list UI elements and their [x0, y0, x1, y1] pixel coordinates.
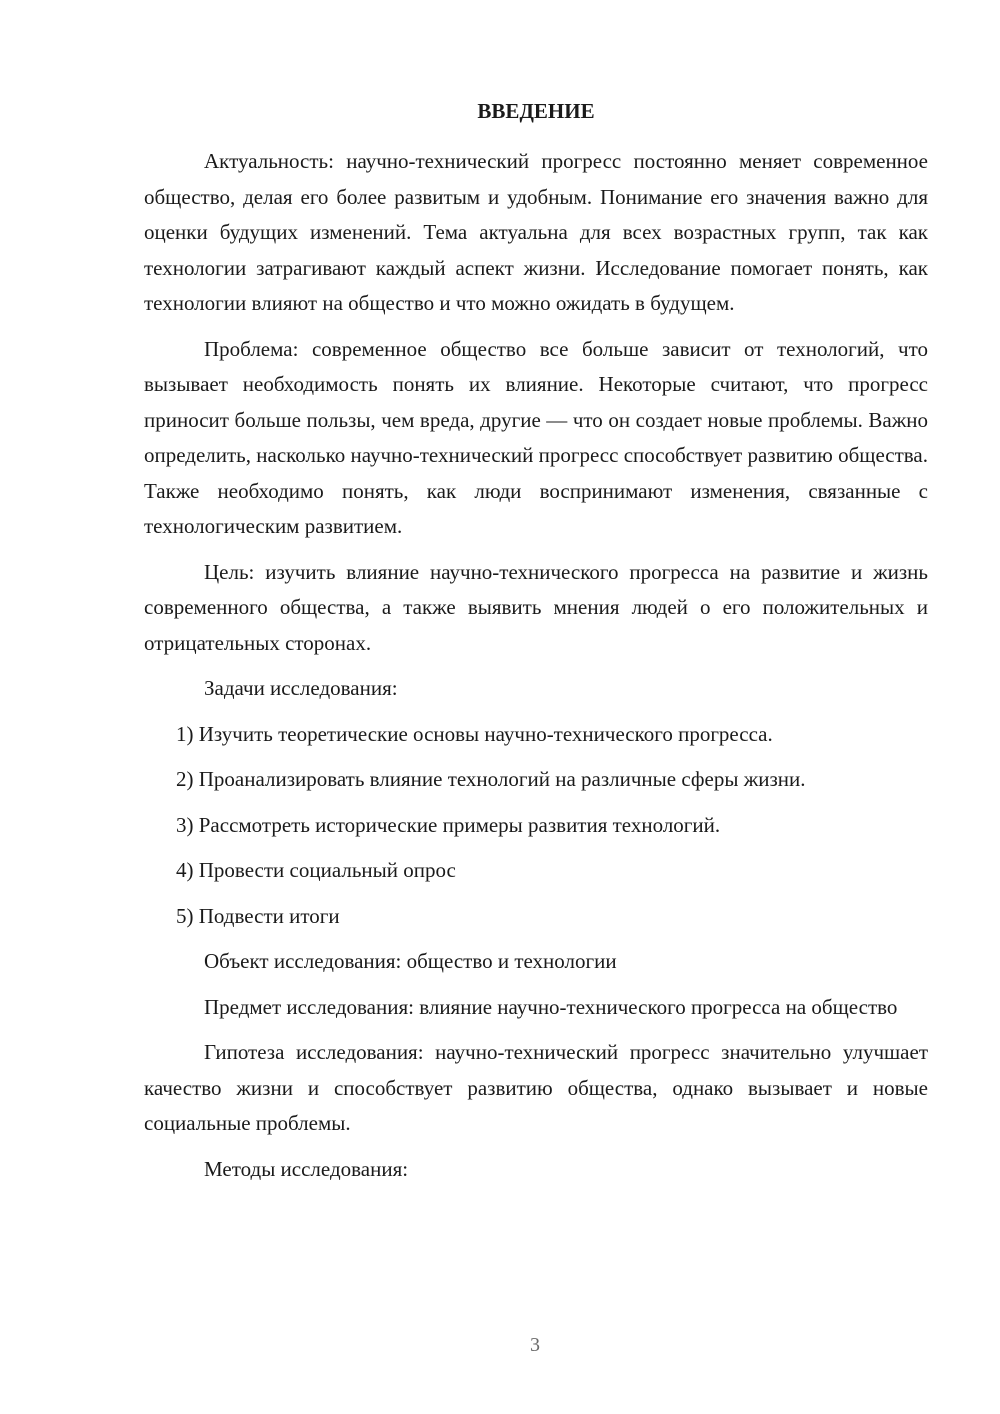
methods-heading: Методы исследования: [204, 1156, 409, 1181]
list-item: 4) Провести социальный опрос [176, 858, 456, 882]
page-content [144, 96, 928, 1197]
subject-paragraph: Предмет исследования: влияние научно-технического прогресса на общество [204, 994, 898, 1019]
page-number: 3 [530, 1334, 540, 1356]
tasks-heading: Задачи исследования: [204, 676, 398, 700]
object-paragraph: Объект исследования: общество и технологии [204, 949, 617, 973]
page-title: ВВЕДЕНИЕ [477, 99, 595, 123]
tasks-list [144, 717, 928, 935]
problem-paragraph: Проблема: современное общество все больше зависит от технологий, что вызывает необходимость понять их влияние. Некоторые считают, что прогресс приносит больше пользы, чем вреда, другие — что он создает новые проблемы. Важно определить, насколько научно-технический прогресс способствует развитию общества. Также необходимо понять, как люди воспринимают изменения, связанные с технологическим развитием. [144, 336, 928, 538]
list-item: 5) Подвести итоги [176, 903, 340, 928]
relevance-paragraph: Актуальность: научно-технический прогресс постоянно меняет современное общество, делая его более развитым и удобным. Понимание его значения важно для оценки будущих изменений. Тема актуальна для всех возрастных групп, так как технологии затрагивают каждый аспект жизни. Исследование помогает понять, как технологии влияют на общество и что можно ожидать в будущем. [144, 149, 928, 315]
list-item: 2) Проанализировать влияние технологий на различные сферы жизни. [176, 767, 806, 791]
list-item: 1) Изучить теоретические основы научно-технического прогресса. [176, 721, 773, 746]
goal-paragraph: Цель: изучить влияние научно-технического прогресса на развитие и жизнь современного общества, а также выявить мнения людей о его положительных и отрицательных сторонах. [144, 559, 928, 655]
hypothesis-paragraph: Гипотеза исследования: научно-технический прогресс значительно улучшает качество жизни и способствует развитию общества, однако вызывает и новые социальные проблемы. [144, 1040, 928, 1135]
list-item: 3) Рассмотреть исторические примеры развития технологий. [176, 812, 721, 837]
